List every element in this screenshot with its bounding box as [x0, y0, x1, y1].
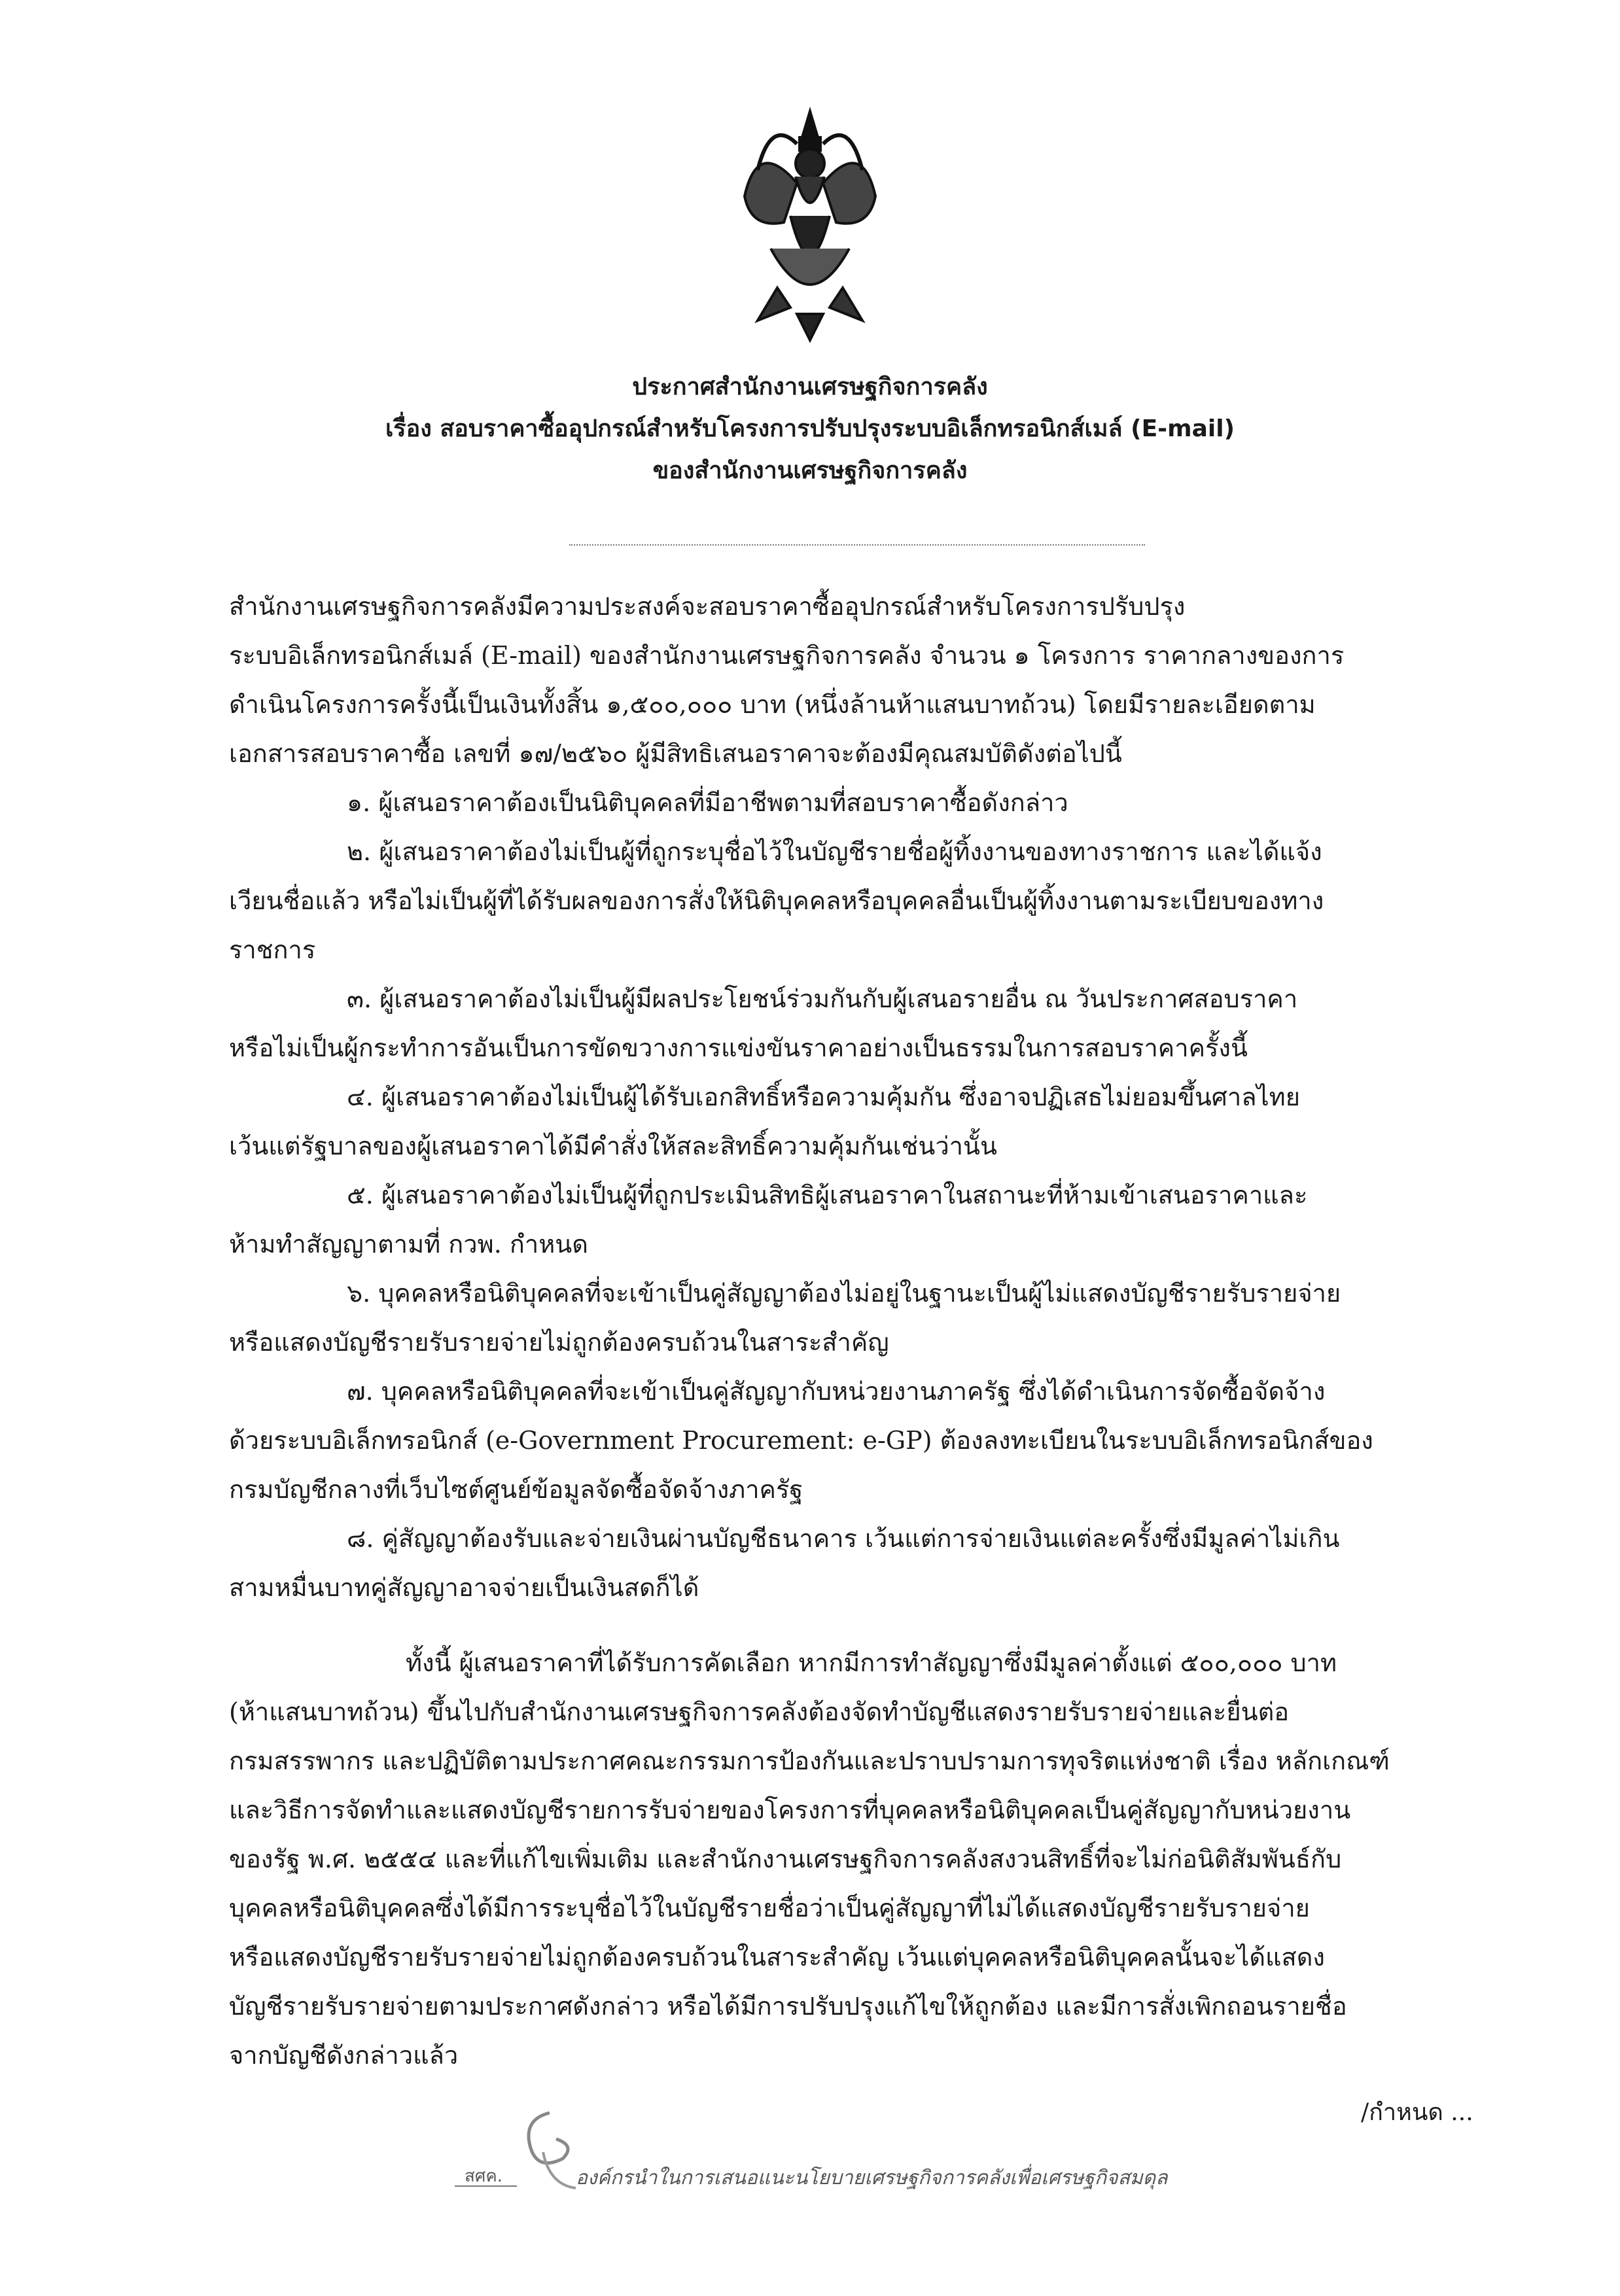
closing-line-6: บุคคลหรือนิติบุคคลซึ่งได้มีการระบุชื่อไว้ในบัญชีรายชื่อว่าเป็นคู่สัญญาที่ไม่ได้แสดงบัญชีรายรับรายจ่าย: [229, 1894, 1310, 1922]
item-7-line-2: ด้วยระบบอิเล็กทรอนิกส์ (e-Government Procurement: e-GP) ต้องลงทะเบียนในระบบอิเล็กทรอนิกส์ของ: [229, 1426, 1373, 1455]
item-2-line-1: ๒. ผู้เสนอราคาต้องไม่เป็นผู้ที่ถูกระบุชื่อไว้ในบัญชีรายชื่อผู้ทิ้งงานของทางราชการ และได้แจ้ง: [347, 837, 1322, 866]
closing-line-4: และวิธีการจัดทำและแสดงบัญชีรายการรับจ่ายของโครงการที่บุคคลหรือนิติบุคคลเป็นคู่สัญญากับหน่วยงาน: [229, 1796, 1351, 1824]
item-3-line-2: หรือไม่เป็นผู้กระทำการอันเป็นการขัดขวางการแข่งขันราคาอย่างเป็นธรรมในการสอบราคาครั้งนี้: [229, 1034, 1248, 1062]
closing-line-5: ของรัฐ พ.ศ. ๒๕๕๔ และที่แก้ไขเพิ่มเติม และสำนักงานเศรษฐกิจการคลังสงวนสิทธิ์ที่จะไม่ก่อนิติสัมพันธ์กับ: [229, 1845, 1342, 1873]
garuda-emblem-icon: [731, 98, 889, 347]
closing-line-3: กรมสรรพากร และปฏิบัติตามประกาศคณะกรรมการป้องกันและปราบปรามการทุจริตแห่งชาติ เรื่อง หลักเกณฑ์: [229, 1747, 1390, 1775]
item-7-line-3: กรมบัญชีกลางที่เว็บไซต์ศูนย์ข้อมูลจัดซื้อจัดจ้างภาครัฐ: [229, 1475, 803, 1504]
header-divider: [569, 544, 1145, 546]
item-1-line-1: ๑. ผู้เสนอราคาต้องเป็นนิติบุคคลที่มีอาชีพตามที่สอบราคาซื้อดังกล่าว: [347, 788, 1068, 817]
announcement-title: ประกาศสำนักงานเศรษฐกิจการคลัง: [632, 374, 988, 400]
intro-line-1: สำนักงานเศรษฐกิจการคลังมีความประสงค์จะสอบราคาซื้ออุปกรณ์สำหรับโครงการปรับปรุง: [229, 592, 1186, 621]
item-4-line-2: เว้นแต่รัฐบาลของผู้เสนอราคาได้มีคำสั่งให้สละสิทธิ์ความคุ้มกันเช่นว่านั้น: [229, 1132, 997, 1160]
item-6-line-2: หรือแสดงบัญชีรายรับรายจ่ายไม่ถูกต้องครบถ้วนในสาระสำคัญ: [229, 1328, 889, 1357]
closing-line-7: หรือแสดงบัญชีรายรับรายจ่ายไม่ถูกต้องครบถ้วนในสาระสำคัญ เว้นแต่บุคคลหรือนิติบุคคลนั้นจะได้แสดง: [229, 1943, 1325, 1972]
closing-line-8: บัญชีรายรับรายจ่ายตามประกาศดังกล่าว หรือได้มีการปรับปรุงแก้ไขให้ถูกต้อง และมีการสั่งเพิกถอนรายชื่อ: [229, 1992, 1347, 2021]
announcement-agency: ของสำนักงานเศรษฐกิจการคลัง: [652, 457, 968, 484]
closing-line-9: จากบัญชีดังกล่าวแล้ว: [229, 2041, 459, 2070]
item-8-line-2: สามหมื่นบาทคู่สัญญาอาจจ่ายเป็นเงินสดก็ได้: [229, 1573, 699, 1602]
footer-slogan: องค์กรนำในการเสนอแนะนโยบายเศรษฐกิจการคลังเพื่อเศรษฐกิจสมดุล: [576, 2166, 1168, 2189]
logo-text: สศค.: [465, 2166, 503, 2186]
continuation-marker: /กำหนด ...: [1361, 2099, 1473, 2126]
item-5-line-2: ห้ามทำสัญญาตามที่ กวพ. กำหนด: [229, 1230, 588, 1259]
item-7-line-1: ๗. บุคคลหรือนิติบุคคลที่จะเข้าเป็นคู่สัญญากับหน่วยงานภาครัฐ ซึ่งได้ดำเนินการจัดซื้อจัดจ้าง: [347, 1377, 1326, 1406]
item-2-line-2: เวียนชื่อแล้ว หรือไม่เป็นผู้ที่ได้รับผลของการสั่งให้นิติบุคคลหรือบุคคลอื่นเป็นผู้ทิ้งงานตามระเบียบของทาง: [229, 886, 1324, 915]
item-4-line-1: ๔. ผู้เสนอราคาต้องไม่เป็นผู้ได้รับเอกสิทธิ์หรือความคุ้มกัน ซึ่งอาจปฏิเสธไม่ยอมขึ้นศาลไทย: [347, 1083, 1300, 1111]
intro-line-2: ระบบอิเล็กทรอนิกส์เมล์ (E-mail) ของสำนักงานเศรษฐกิจการคลัง จำนวน ๑ โครงการ ราคากลางของการ: [229, 641, 1345, 670]
closing-line-1: ทั้งนี้ ผู้เสนอราคาที่ได้รับการคัดเลือก หากมีการทำสัญญาซึ่งมีมูลค่าตั้งแต่ ๕๐๐,๐๐๐ บาท: [406, 1648, 1337, 1677]
fpo-logo-icon: [451, 2106, 582, 2198]
intro-line-4: เอกสารสอบราคาซื้อ เลขที่ ๑๗/๒๕๖๐ ผู้มีสิทธิเสนอราคาจะต้องมีคุณสมบัติดังต่อไปนี้: [229, 739, 1122, 768]
item-3-line-1: ๓. ผู้เสนอราคาต้องไม่เป็นผู้มีผลประโยชน์ร่วมกันกับผู้เสนอรายอื่น ณ วันประกาศสอบราคา: [347, 984, 1298, 1013]
intro-line-3: ดำเนินโครงการครั้งนี้เป็นเงินทั้งสิ้น ๑,๕๐๐,๐๐๐ บาท (หนึ่งล้านห้าแสนบาทถ้วน) โดยมีรายละเอียดตาม: [229, 690, 1316, 719]
item-6-line-1: ๖. บุคคลหรือนิติบุคคลที่จะเข้าเป็นคู่สัญญาต้องไม่อยู่ในฐานะเป็นผู้ไม่แสดงบัญชีรายรับรายจ่าย: [347, 1279, 1341, 1308]
item-2-line-3: ราชการ: [229, 935, 316, 964]
announcement-subject: เรื่อง สอบราคาซื้ออุปกรณ์สำหรับโครงการปรับปรุงระบบอิเล็กทรอนิกส์เมล์ (E-mail): [385, 415, 1235, 442]
item-5-line-1: ๕. ผู้เสนอราคาต้องไม่เป็นผู้ที่ถูกประเมินสิทธิผู้เสนอราคาในสถานะที่ห้ามเข้าเสนอราคาและ: [347, 1181, 1308, 1209]
item-8-line-1: ๘. คู่สัญญาต้องรับและจ่ายเงินผ่านบัญชีธนาคาร เว้นแต่การจ่ายเงินแต่ละครั้งซึ่งมีมูลค่าไม่เกิน: [347, 1524, 1340, 1553]
closing-line-2: (ห้าแสนบาทถ้วน) ขึ้นไปกับสำนักงานเศรษฐกิจการคลังต้องจัดทำบัญชีแสดงรายรับรายจ่ายและยื่นต่อ: [229, 1697, 1290, 1726]
